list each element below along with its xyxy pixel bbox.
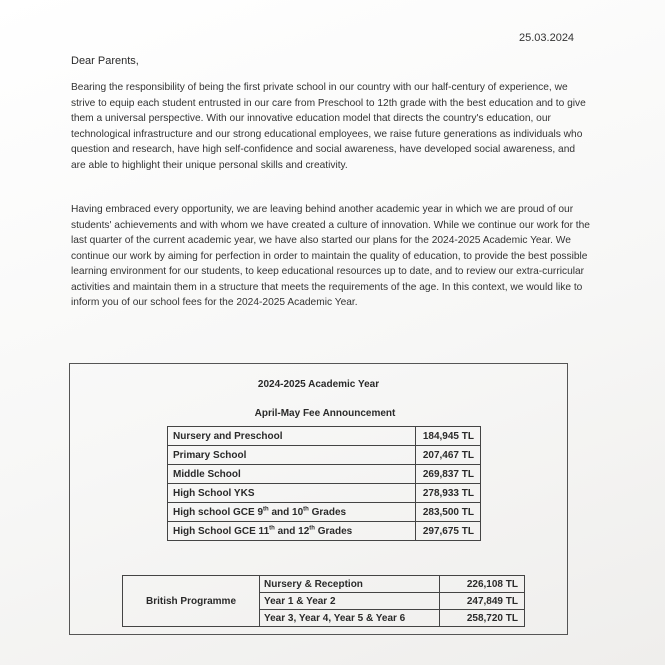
table-row (168, 503, 481, 522)
ordinal-suffix: th (303, 506, 309, 513)
fee-amount: 283,500 TL (416, 503, 481, 522)
letter-date: 25.03.2024 (519, 32, 575, 44)
british-level: Year 1 & Year 2 (260, 593, 440, 610)
table-row (168, 522, 481, 541)
fee-level: High School YKS (168, 484, 416, 503)
fee-level-text: and 10 (268, 506, 304, 518)
fee-level-text: and 12 (274, 525, 310, 537)
fee-level-text: Grades (314, 525, 353, 537)
british-level: Year 3, Year 4, Year 5 & Year 6 (260, 610, 440, 627)
british-programme-table (122, 575, 525, 627)
table-row (168, 427, 481, 446)
fee-level (168, 522, 416, 541)
fee-amount: 269,837 TL (416, 465, 481, 484)
fee-level-text: High school GCE 9 (173, 506, 264, 518)
british-level: Nursery & Reception (260, 576, 440, 593)
fee-amount: 297,675 TL (416, 522, 481, 541)
fee-level-text: Grades (308, 506, 347, 518)
paragraph-intro: Bearing the responsibility of being the first private school in our country with our half-century of experience, we strive to equip each student entrusted in our care from Preschool to 12th grade with the best education and to give them a universal perspective. With our innovative education model that directs the country's education, our technological infrastructure and our strong educational employees, we raise future generations as individuals who question and research, have high self-confidence and social awareness, have developed social awareness, and are able to highlight their unique personal skills and creativity. (71, 82, 586, 171)
fee-amount: 184,945 TL (416, 427, 481, 446)
fee-title: 2024-2025 Academic Year (257, 379, 380, 390)
fee-level: Middle School (168, 465, 416, 484)
table-row (168, 465, 481, 484)
fee-level: Primary School (168, 446, 416, 465)
fee-level (168, 503, 416, 522)
fee-subtitle: April-May Fee Announcement (254, 408, 396, 419)
table-row (168, 446, 481, 465)
fee-announcement-box (69, 363, 568, 635)
british-amount: 247,849 TL (440, 593, 525, 610)
british-amount: 258,720 TL (440, 610, 525, 627)
paragraph-fees-intro: Having embraced every opportunity, we are leaving behind another academic year in which we are proud of our students' achievements and with whom we have created a culture of innovation. While we continue our work for the last quarter of the current academic year, we have also started our plans for the 2024-2025 Academic Year. We continue our work by aiming for perfection in order to maintain the quality of education, to provide the best possible learning environment for our students, to keep educational resources up to date, and to review our extra-curricular activities and maintain them in a structure that meets the requirements of the age. In this context, we would like to inform you of our school fees for the 2024-2025 Academic Year. (71, 204, 590, 308)
fee-level-text: High School GCE 11 (173, 525, 270, 537)
fee-table (167, 426, 481, 541)
programme-name: British Programme (123, 576, 260, 627)
british-amount: 226,108 TL (440, 576, 525, 593)
ordinal-suffix: th (269, 525, 275, 532)
salutation: Dear Parents, (71, 55, 139, 67)
table-row (168, 484, 481, 503)
ordinal-suffix: th (263, 506, 269, 513)
ordinal-suffix: th (309, 525, 315, 532)
table-row (123, 576, 525, 593)
fee-amount: 207,467 TL (416, 446, 481, 465)
fee-level: Nursery and Preschool (168, 427, 416, 446)
fee-amount: 278,933 TL (416, 484, 481, 503)
